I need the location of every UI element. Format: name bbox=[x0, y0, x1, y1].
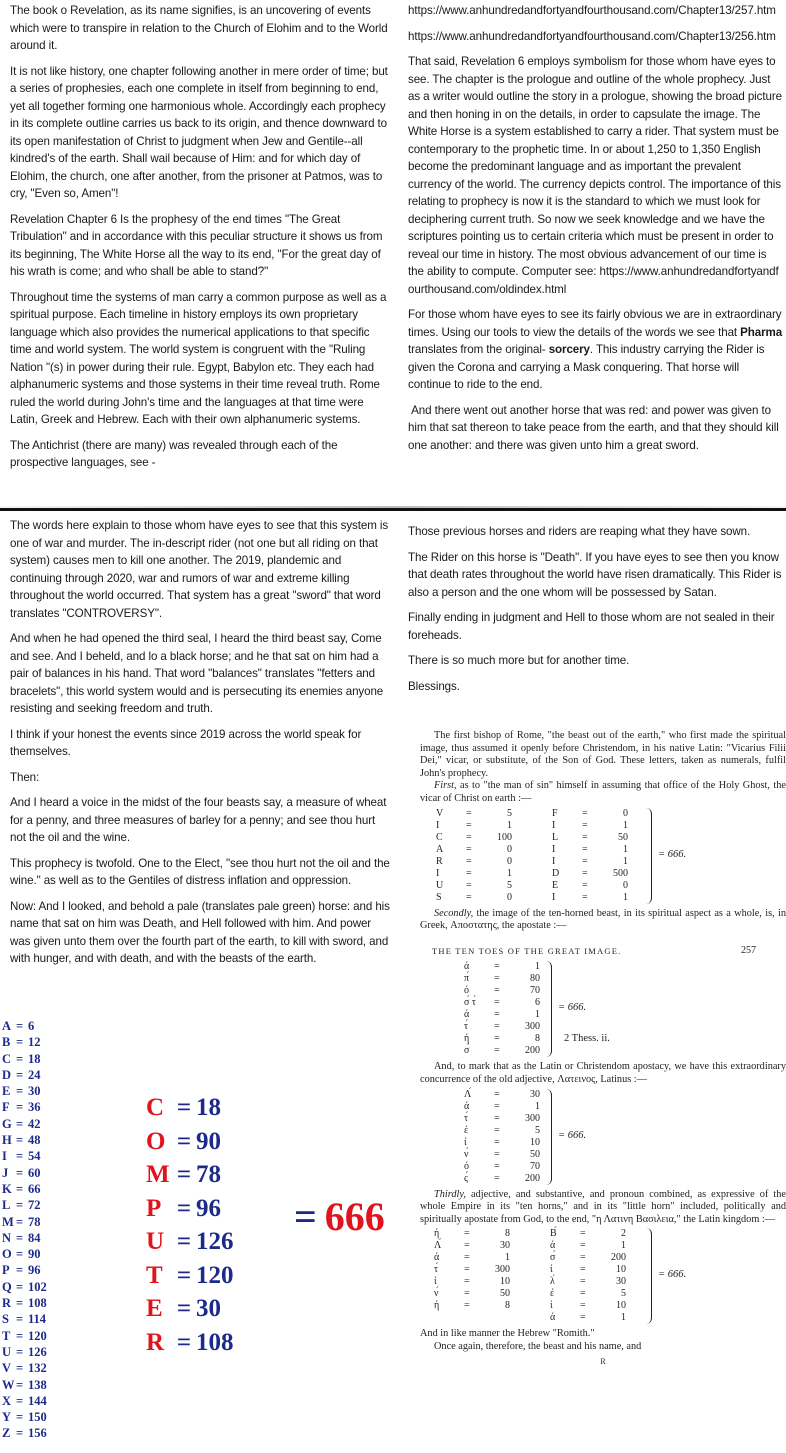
alphabet-letter: T bbox=[2, 1328, 11, 1343]
alphabet-row bbox=[2, 1051, 62, 1067]
book-first bbox=[420, 780, 786, 805]
alphabet-letter: M bbox=[2, 1214, 14, 1229]
equals-sign: = bbox=[176, 1194, 192, 1222]
alphabet-letter: A bbox=[2, 1019, 12, 1033]
paragraph-blessings: Blessings. bbox=[408, 679, 460, 693]
brace bbox=[546, 961, 552, 1057]
alphabet-value: 6 bbox=[28, 1019, 35, 1033]
alphabet-value: 66 bbox=[28, 1181, 41, 1196]
total-label: = 666. bbox=[558, 1002, 587, 1014]
latin-numeral-table: V = 5 F = 0 I = 1 I = 1 C = 100 L = 50 A = 0 I = 1 R = 0 I = 1 I = 1 D = 500 U = 5 E = 0 S = 0 I = 1 = 666. bbox=[436, 807, 687, 903]
greek-table-kingdom: ή = 8 Β́ = 2 Λ́ = 30 ά = 1 ά = 1 σ́ = 200 τ́ = 300 ί = 10 ί = 10 λ́ = 30 ν́ = 50 έ = 5 ή = 8 ί = 10 ά = 1 = 666. bbox=[434, 1228, 687, 1324]
alphabet-value: 138 bbox=[28, 1377, 47, 1392]
computer-total bbox=[294, 1193, 385, 1240]
paragraph-then: Then: bbox=[10, 770, 40, 784]
pharma-text-middle: translates from the original- bbox=[408, 343, 549, 356]
paragraph-pale-horse: Now: And I looked, and behold a pale (translates pale green) horse: and his name that sat on him was Death, and Hell followed with him. And power was given unto them over the fourth part of the earth, to kill with sword, and with hunger, and with death, and with the beasts of the earth. bbox=[10, 899, 390, 965]
alphabet-row bbox=[2, 1295, 62, 1311]
alphabet-value: 108 bbox=[28, 1296, 47, 1311]
running-head-title: THE TEN TOES OF THE GREAT IMAGE. bbox=[432, 945, 622, 956]
paragraph-war: The words here explain to those whom have eyes to see that this system is one of war and murder. The in-descript rider (not one but all riding on that system) causes men to kill one another. The 2019, plandemic and continuing through 2020, war and rumors of war and extreme killing throughout the world occurred. That system has a great "sword" that word translates "CONTROVERSY". bbox=[10, 519, 389, 620]
alphabet-letter: L bbox=[2, 1198, 11, 1213]
alphabet-letter: U bbox=[2, 1344, 12, 1359]
computer-value: 30 bbox=[196, 1295, 221, 1322]
paragraph-reaping: Those previous horses and riders are reaping what they have sown. bbox=[408, 525, 751, 538]
equals-sign: = bbox=[176, 1094, 192, 1121]
book-intro: The first bishop of Rome, "the beast out of the earth," who first made the spiritual image, thus assumed it openly before Christendom, in his native Latin: "Vicarius Filii Dei," vicar, or substitute, of the Son of God. These letters, taken as numerals, fulfil John's prophecy. bbox=[420, 730, 786, 779]
section-divider bbox=[0, 508, 786, 511]
pharma-bold: Pharma bbox=[740, 325, 783, 339]
computer-row bbox=[146, 1192, 234, 1226]
bottom-right-column bbox=[408, 523, 784, 703]
alphabet-value: 42 bbox=[28, 1116, 41, 1131]
alphabet-value: 96 bbox=[28, 1263, 41, 1278]
computer-value: 108 bbox=[196, 1328, 234, 1356]
alphabet-value: 54 bbox=[28, 1149, 41, 1164]
equals-sign: = bbox=[176, 1161, 192, 1188]
alphabet-row bbox=[2, 1067, 62, 1083]
link-chapter13-257[interactable]: https://www.anhundredandfortyandfourthousand.com/Chapter13/257.htm bbox=[408, 4, 776, 17]
computer-letter: C bbox=[146, 1094, 165, 1121]
equals-sign: = bbox=[16, 1181, 24, 1196]
computer-letter: E bbox=[146, 1295, 163, 1322]
equals-sign: = bbox=[176, 1328, 192, 1356]
book-second bbox=[420, 908, 786, 933]
paragraph-red-horse: And there went out another horse that was red: and power was given to him that sat thereon to take peace from the earth, and that they should kill one another: and there was given unto him a great sword. bbox=[408, 403, 782, 452]
alphabet-letter: S bbox=[2, 1312, 9, 1327]
paragraph-chapter6: Revelation Chapter 6 Is the prophesy of the end times "The Great Tribulation" and in accordance with this peculiar structure it shows us from its beginning, The White Horse all the way to its end, "For the great day of his wrath is come; and who shall be able to stand?" bbox=[10, 212, 383, 278]
book-second-label: Secondly, bbox=[434, 907, 474, 919]
alphabet-row bbox=[2, 1018, 62, 1034]
sorcery-bold: sorcery bbox=[548, 343, 590, 356]
alphabet-value: 84 bbox=[28, 1230, 41, 1245]
alphabet-letter: R bbox=[2, 1296, 12, 1311]
alphabet-value-table bbox=[2, 1018, 62, 1442]
alphabet-row bbox=[2, 1099, 62, 1115]
greek-table-latinus: Λ́ = 30 ά = 1 τ́ = 300 έ = 5 ί = 10 ν́ = 50 ό = 70 ς́ = 200 = 666. bbox=[464, 1088, 587, 1184]
paragraph-judgment: Finally ending in judgment and Hell to those whom are not sealed in their foreheads. bbox=[408, 611, 775, 642]
alphabet-value: 12 bbox=[28, 1035, 41, 1050]
alphabet-letter: Z bbox=[2, 1426, 11, 1441]
page-signature: R bbox=[600, 1356, 606, 1366]
alphabet-value: 48 bbox=[28, 1133, 41, 1148]
equals-sign: = bbox=[176, 1228, 192, 1255]
paragraph-third-seal: And when he had opened the third seal, I heard the third beast say, Come and see. And I beheld, and lo a black horse; and he that sat on him had a pair of balances in his hand. That word "balances" translates "fetters and bracelets", this world system would and is persecuting its enemies anyone resisting and seeking freedom and truth. bbox=[10, 632, 384, 715]
paragraph-honest: I think if your honest the events since 2019 across the world speak for themselves. bbox=[10, 727, 362, 758]
book-second-text: the image of the ten-horned beast, in its spiritual aspect as a whole, is, in Greek, Αποστατης, the apostate :— bbox=[420, 907, 786, 932]
computer-row bbox=[146, 1259, 234, 1293]
computer-row bbox=[146, 1158, 234, 1192]
equals-sign: = bbox=[16, 1361, 24, 1376]
link-oldindex[interactable]: https://www.anhundredandfortyandfourthousand.com/oldindex.html bbox=[408, 265, 779, 296]
alphabet-value: 114 bbox=[28, 1312, 47, 1327]
scripture-note: 2 Thess. ii. bbox=[564, 1033, 610, 1045]
top-right-column bbox=[408, 2, 784, 462]
alphabet-row bbox=[2, 1034, 62, 1050]
paragraph-history: It is not like history, one chapter following another in mere order of time; but a series of prophesies, each one complete in itself from beginning to end, yet all together forming one harmonious whole. Accordingly each prophecy in its complete outline carries us back to its origin, and thence downward to its open manifestation of Christ to judgment when Jew and Gentile--all kindred's of the earth. Shall wail because of Him: and for which day of Elohim, the church, one after another, from the prisoner at Patmos, was to cry, "Even so, Amen"! bbox=[10, 64, 388, 200]
brace bbox=[546, 1089, 552, 1185]
brace bbox=[646, 808, 652, 904]
book-closing: Once again, therefore, the beast and his name, and bbox=[434, 1340, 642, 1352]
alphabet-value: 120 bbox=[28, 1328, 47, 1343]
alphabet-row bbox=[2, 1393, 62, 1409]
equals-sign: = bbox=[16, 1214, 24, 1229]
alphabet-letter: F bbox=[2, 1100, 10, 1115]
equals-sign: = bbox=[16, 1100, 24, 1115]
equals-sign: = bbox=[16, 1247, 24, 1262]
alphabet-letter: K bbox=[2, 1181, 12, 1196]
alphabet-letter: D bbox=[2, 1067, 12, 1082]
equals-sign: = bbox=[16, 1230, 24, 1245]
link-chapter13-256[interactable]: https://www.anhundredandfortyandfourthousand.com/Chapter13/256.htm bbox=[408, 29, 776, 43]
alphabet-letter: V bbox=[2, 1361, 12, 1376]
equals-sign: = bbox=[16, 1410, 24, 1425]
brace bbox=[646, 1228, 652, 1324]
total-label: = 666. bbox=[558, 1129, 587, 1141]
computer-letter: P bbox=[146, 1194, 162, 1222]
equals-sign: = bbox=[16, 1377, 24, 1392]
alphabet-value: 18 bbox=[28, 1051, 41, 1066]
alphabet-letter: N bbox=[2, 1230, 12, 1245]
page-number: 257 bbox=[741, 944, 756, 956]
total-label: = 666. bbox=[658, 848, 687, 860]
alphabet-value: 60 bbox=[28, 1165, 41, 1180]
equals-sign: = bbox=[16, 1035, 24, 1050]
top-left-column bbox=[10, 2, 394, 480]
computer-calculation bbox=[146, 1091, 234, 1359]
computer-value: 126 bbox=[196, 1228, 234, 1255]
alphabet-row bbox=[2, 1148, 62, 1164]
total-label: = 666. bbox=[658, 1269, 687, 1281]
alphabet-value: 90 bbox=[28, 1247, 41, 1262]
paragraph-twofold: This prophecy is twofold. One to the Elect, "see thou hurt not the oil and the wine." as well as to the Gentiles of distress inflation and oppression. bbox=[10, 856, 390, 887]
alphabet-value: 72 bbox=[28, 1198, 41, 1213]
computer-row bbox=[146, 1326, 234, 1360]
pharma-text-before: For those whom have eyes to see its fairly obvious we are in extraordinary times. Using our tools to view the details of the words we see that bbox=[408, 308, 782, 339]
running-head bbox=[432, 945, 756, 958]
equals-sign: = bbox=[16, 1084, 24, 1099]
equals-sign: = bbox=[16, 1296, 24, 1311]
scanned-book-page bbox=[420, 730, 786, 1368]
alphabet-letter: H bbox=[2, 1133, 12, 1148]
total-equals: = bbox=[294, 1194, 317, 1239]
equals-sign: = bbox=[16, 1263, 24, 1278]
alphabet-row bbox=[2, 1181, 62, 1197]
alphabet-row bbox=[2, 1116, 62, 1132]
book-first-label: First, bbox=[434, 780, 457, 792]
equals-sign: = bbox=[16, 1019, 24, 1033]
alphabet-row bbox=[2, 1344, 62, 1360]
alphabet-value: 78 bbox=[28, 1214, 41, 1229]
equals-sign: = bbox=[176, 1261, 192, 1289]
alphabet-row bbox=[2, 1083, 62, 1099]
computer-letter: O bbox=[146, 1127, 166, 1155]
book-hebrew: And in like manner the Hebrew "Romith." bbox=[420, 1328, 595, 1340]
equals-sign: = bbox=[16, 1198, 24, 1213]
computer-value: 96 bbox=[196, 1194, 221, 1222]
equals-sign: = bbox=[16, 1133, 24, 1148]
alphabet-row bbox=[2, 1246, 62, 1262]
computer-row bbox=[146, 1225, 234, 1259]
equals-sign: = bbox=[16, 1051, 24, 1066]
equals-sign: = bbox=[16, 1165, 24, 1180]
alphabet-row bbox=[2, 1360, 62, 1376]
alphabet-letter: W bbox=[2, 1377, 15, 1392]
alphabet-row bbox=[2, 1197, 62, 1213]
book-third-label: Thirdly, bbox=[434, 1188, 466, 1200]
equals-sign: = bbox=[16, 1116, 24, 1131]
alphabet-value: 132 bbox=[28, 1361, 47, 1376]
total-value: 666 bbox=[324, 1194, 385, 1239]
equals-sign: = bbox=[16, 1312, 24, 1327]
book-first-text: as to "the man of sin" himself in assuming that office of the Holy Ghost, the vicar of Christ on earth :— bbox=[420, 780, 786, 804]
alphabet-row bbox=[2, 1377, 62, 1393]
alphabet-row bbox=[2, 1311, 62, 1327]
alphabet-row bbox=[2, 1328, 62, 1344]
alphabet-letter: C bbox=[2, 1051, 12, 1066]
alphabet-row bbox=[2, 1132, 62, 1148]
alphabet-value: 102 bbox=[28, 1279, 47, 1294]
equals-sign: = bbox=[16, 1344, 24, 1359]
alphabet-row bbox=[2, 1214, 62, 1230]
computer-letter: T bbox=[146, 1261, 163, 1289]
alphabet-letter: P bbox=[2, 1263, 10, 1278]
computer-letter: U bbox=[146, 1228, 165, 1255]
greek-table-apostate: ά = 1 π́ = 80 ό = 70 σ́ τ́ = 6 ά = 1 τ́ = 300 ή = 8 σ́ = 200 = 666. 2 Thess. ii. bbox=[464, 961, 610, 1057]
computer-letter: R bbox=[146, 1328, 165, 1356]
alphabet-row bbox=[2, 1165, 62, 1181]
paragraph-voice: And I heard a voice in the midst of the four beasts say, a measure of wheat for a penny, and three measures of barley for a penny; and see thou hurt not the oil and the wine. bbox=[10, 796, 387, 844]
computer-letter: M bbox=[146, 1161, 170, 1188]
computer-value: 90 bbox=[196, 1127, 221, 1155]
computer-row bbox=[146, 1292, 234, 1326]
equals-sign: = bbox=[16, 1426, 24, 1441]
alphabet-row bbox=[2, 1409, 62, 1425]
alphabet-letter: Q bbox=[2, 1279, 12, 1294]
computer-value: 18 bbox=[196, 1094, 221, 1121]
alphabet-letter: Y bbox=[2, 1410, 12, 1425]
alphabet-value: 144 bbox=[28, 1393, 47, 1408]
paragraph-symbolism bbox=[408, 53, 784, 298]
computer-value: 120 bbox=[196, 1261, 234, 1289]
paragraph-pharma bbox=[408, 306, 784, 394]
equals-sign: = bbox=[176, 1295, 192, 1322]
equals-sign: = bbox=[16, 1067, 24, 1082]
alphabet-row bbox=[2, 1230, 62, 1246]
paragraph-more: There is so much more but for another time. bbox=[408, 654, 630, 667]
paragraph-intro: The book o Revelation, as its name signifies, is an uncovering of events which were to transpire in relation to the Church of Elohim and to the World around it. bbox=[10, 4, 388, 52]
paragraph-systems: Throughout time the systems of man carry a common purpose as well as a spiritual purpose. Each timeline in history employs its own proprietary language which also provides the numerical applications to that specific time and world system. The world system is congruent with the "Ruling Nation "(s) in power during their rule. Egypt, Babylon etc. They each had alphanumeric systems and those systems in their time reveal truth. Rome ruled the world during John's time and the languages at that time were Latin, Greek and Hebrew. Each with their own alphanumeric systems. bbox=[10, 290, 387, 426]
computer-row bbox=[146, 1125, 234, 1159]
alphabet-letter: J bbox=[2, 1165, 9, 1180]
computer-value: 78 bbox=[196, 1161, 221, 1188]
alphabet-letter: X bbox=[2, 1393, 12, 1408]
book-latin-para: And, to mark that as the Latin or Christendom apostacy, we have this extraordinary concurrence of the old adjective, Λατεινος, Latinus :— bbox=[420, 1061, 786, 1085]
alphabet-value: 150 bbox=[28, 1410, 47, 1425]
paragraph-antichrist: The Antichrist (there are many) was revealed through each of the prospective languages, see - bbox=[10, 438, 338, 469]
equals-sign: = bbox=[16, 1393, 24, 1408]
book-third-text: adjective, and substantive, and pronoun combined, as expressive of the whole Empire in its "ten horns," and in its "little horn" included, politically and spiritually apostate from God, to the end, "η Λατινη Βασιλεια," the Latin kingdom :— bbox=[420, 1188, 786, 1225]
pharma-text-after: . This industry carrying the Rider is given the Corona and carrying a Mask conquering. That horse will continue to ride to the end. bbox=[408, 343, 765, 391]
bottom-left-column bbox=[10, 517, 394, 976]
alphabet-value: 156 bbox=[28, 1426, 47, 1441]
paragraph-death-rider: The Rider on this horse is "Death". If you have eyes to see then you know that death rates throughout the world have risen dramatically. This Rider is also a person and the one whom will be possessed by Satan. bbox=[408, 550, 782, 599]
alphabet-row bbox=[2, 1262, 62, 1278]
alphabet-value: 126 bbox=[28, 1344, 47, 1359]
alphabet-value: 36 bbox=[28, 1100, 41, 1115]
alphabet-row bbox=[2, 1425, 62, 1441]
alphabet-row bbox=[2, 1279, 62, 1295]
equals-sign: = bbox=[16, 1149, 24, 1164]
alphabet-letter: O bbox=[2, 1247, 12, 1262]
book-third bbox=[420, 1189, 786, 1227]
alphabet-letter: B bbox=[2, 1035, 11, 1050]
alphabet-letter: G bbox=[2, 1116, 12, 1131]
symbolism-text: That said, Revelation 6 employs symbolism for those whom have eyes to see. The chapter is the prologue and outline of the whole prophecy. Just as a writer would outline the story in a prologue, showing the broad picture and then honing in on the details, in order to capsulate the image. The White Horse is a system established to carry a rider. That system must be contemporary to the prophetic time. In or about 1,250 to 1,350 English become the predominant language and as important the prevalent currency of the world. The currency depicts control. The importance of this relating to prophecy is now it is the standard to which we must look for deciphering current truth. So now we seek knowledge and we have the scriptures pointing us to certain criteria which must be present in order to reveal our time in history. The most obvious advancement of our time is the ability to compute. Computer see: bbox=[408, 55, 782, 278]
alphabet-letter: I bbox=[2, 1149, 7, 1164]
alphabet-value: 30 bbox=[28, 1084, 41, 1099]
equals-sign: = bbox=[176, 1127, 192, 1155]
alphabet-letter: E bbox=[2, 1084, 11, 1099]
computer-row bbox=[146, 1091, 234, 1125]
equals-sign: = bbox=[16, 1279, 24, 1294]
alphabet-value: 24 bbox=[28, 1067, 41, 1082]
equals-sign: = bbox=[16, 1328, 24, 1343]
